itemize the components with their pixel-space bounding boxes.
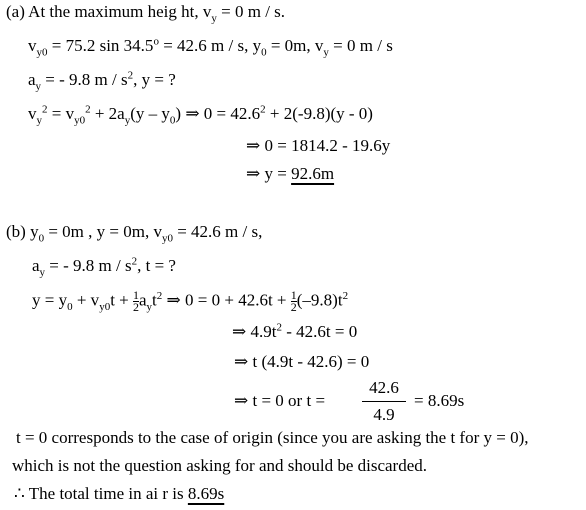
superscript: 2 bbox=[342, 289, 349, 302]
subscript: y0 bbox=[99, 300, 111, 313]
part-a-line-5 bbox=[246, 164, 334, 184]
part-b-line-1 bbox=[6, 222, 263, 245]
text: a bbox=[32, 256, 40, 275]
text: + v bbox=[72, 290, 100, 310]
text: = 0m, v bbox=[266, 36, 324, 55]
superscript: o bbox=[153, 35, 159, 48]
text: = - 9.8 m / s bbox=[45, 256, 132, 275]
subscript: 0 bbox=[67, 300, 73, 313]
text: v bbox=[28, 104, 37, 123]
text: = - 9.8 m / s bbox=[41, 70, 128, 89]
answer-a: 92.6m bbox=[291, 164, 335, 183]
subscript: y bbox=[211, 12, 217, 25]
note-line-1 bbox=[16, 428, 529, 448]
subscript: y bbox=[323, 46, 329, 59]
text: v bbox=[28, 36, 37, 55]
subscript: 0 bbox=[261, 46, 267, 59]
denominator: 4.9 bbox=[373, 405, 395, 424]
note-line-2 bbox=[12, 456, 427, 476]
text: , t = ? bbox=[137, 256, 176, 275]
superscript: 2 bbox=[156, 289, 163, 302]
text: = v bbox=[47, 104, 75, 123]
text: ⇒ t = 0 or t = bbox=[234, 391, 326, 410]
superscript: 2 bbox=[276, 321, 282, 334]
text: t = 0 corresponds to the case of origin (since you are asking the t for y = 0), bbox=[16, 428, 529, 447]
part-b-line-2 bbox=[32, 255, 176, 279]
text: a bbox=[139, 290, 147, 310]
text: ∴ The total time in ai r is bbox=[14, 484, 188, 503]
part-a-line-3 bbox=[28, 103, 373, 127]
part-a-intro bbox=[6, 2, 286, 25]
text: ) ⇒ 0 = 42.6 bbox=[175, 104, 261, 123]
part-a-line-1 bbox=[28, 35, 393, 59]
text: ⇒ 4.9t bbox=[232, 322, 277, 341]
superscript: 2 bbox=[260, 103, 266, 116]
numerator: 1 bbox=[290, 288, 297, 302]
text: + 2(-9.8)(y - 0) bbox=[265, 104, 373, 123]
text: (b) y bbox=[6, 222, 39, 241]
text: = 42.6 m / s, y bbox=[158, 36, 262, 55]
part-a-line-2 bbox=[28, 69, 176, 93]
text: (a) At the maximum heig ht, v bbox=[6, 2, 212, 21]
superscript: 2 bbox=[127, 69, 134, 82]
text: ⇒ 0 = 1814.2 - 19.6y bbox=[246, 136, 391, 155]
text: ⇒ 0 = 0 + 42.6t + bbox=[162, 290, 291, 310]
subscript: y0 bbox=[36, 46, 48, 59]
part-b-line-4 bbox=[232, 322, 357, 342]
text: t bbox=[152, 290, 157, 310]
text: (–9.8)t bbox=[296, 290, 343, 310]
subscript: y bbox=[36, 114, 42, 127]
subscript: y bbox=[146, 300, 153, 313]
part-b-line-6-result bbox=[414, 391, 464, 411]
final-line bbox=[14, 484, 224, 504]
text: = 75.2 sin 34.5 bbox=[47, 36, 154, 55]
text: a bbox=[28, 70, 36, 89]
text: which is not the question asking for and should be discarded. bbox=[12, 456, 428, 475]
text: (y – y bbox=[130, 104, 170, 123]
text: t + bbox=[110, 290, 133, 310]
text: = 8.69s bbox=[414, 391, 465, 410]
part-b-line-3 bbox=[32, 290, 348, 313]
subscript: y0 bbox=[161, 232, 173, 245]
denominator: 2 bbox=[133, 300, 139, 314]
text: y = y bbox=[32, 290, 68, 310]
text: - 42.6t = 0 bbox=[281, 322, 358, 341]
subscript: y bbox=[39, 266, 46, 279]
text: + 2a bbox=[90, 104, 125, 123]
superscript: 2 bbox=[85, 103, 91, 116]
part-b-line-5 bbox=[234, 352, 369, 372]
numerator: 1 bbox=[133, 288, 139, 302]
part-a-line-4 bbox=[246, 136, 390, 156]
subscript: y bbox=[124, 114, 131, 127]
text: = 0m , y = 0m, v bbox=[44, 222, 162, 241]
answer-b: 8.69s bbox=[187, 484, 225, 503]
subscript: 0 bbox=[169, 114, 176, 127]
superscript: 2 bbox=[42, 103, 48, 116]
subscript: y0 bbox=[74, 114, 86, 127]
subscript: y bbox=[35, 80, 42, 93]
superscript: 2 bbox=[131, 255, 138, 268]
fraction-42.6-over-4.9 bbox=[362, 378, 406, 425]
subscript: 0 bbox=[38, 232, 45, 245]
text: = 42.6 m / s, bbox=[172, 222, 263, 241]
text: ⇒ y = bbox=[246, 164, 292, 183]
text: = 0 m / s. bbox=[216, 2, 286, 21]
denominator: 2 bbox=[290, 300, 297, 314]
text: , y = ? bbox=[133, 70, 176, 89]
text: ⇒ t (4.9t - 42.6) = 0 bbox=[234, 352, 370, 371]
numerator: 42.6 bbox=[362, 378, 406, 402]
text: = 0 m / s bbox=[328, 36, 393, 55]
part-b-line-6 bbox=[234, 391, 325, 411]
